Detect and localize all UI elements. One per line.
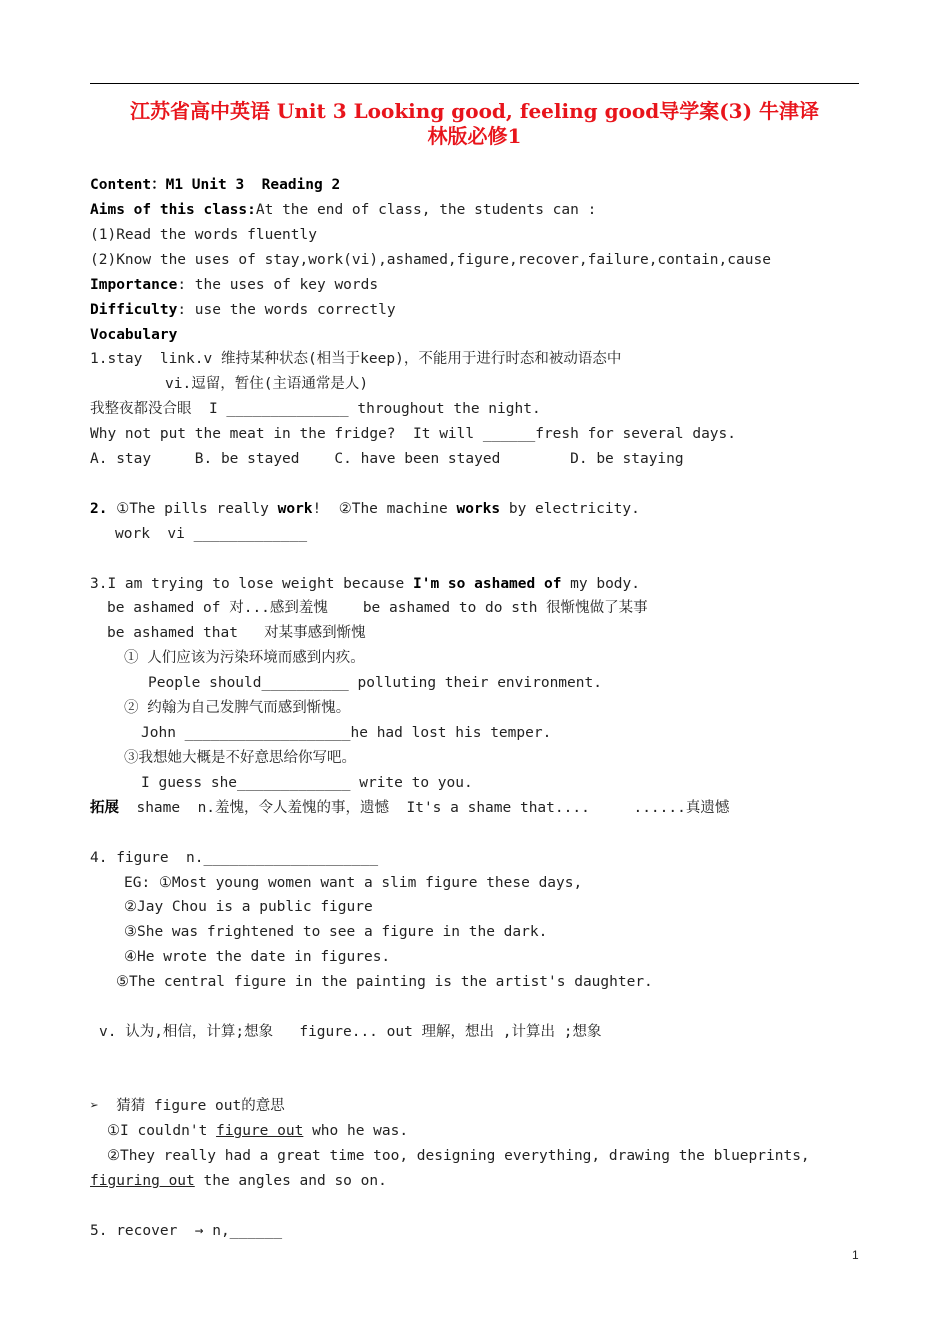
ashamed-exercise-1-cn: ① 人们应该为污染环境而感到内疚。 — [124, 650, 365, 666]
arrow-bullet-icon: ➢ — [90, 1098, 99, 1114]
doc-title-line1: 江苏省高中英语 Unit 3 Looking good, feeling good导学案(3) 牛津译 — [129, 99, 820, 123]
ashamed-exercise-2-en: John ___________________he had lost his temper. — [141, 725, 552, 741]
content-line — [90, 175, 340, 195]
guess-example-2-cont: figuring out the angles and so on. — [90, 1173, 387, 1189]
figure-example-4: ④He wrote the date in figures. — [124, 949, 391, 965]
importance-line — [90, 275, 378, 295]
figure-verb-definition: v. 认为,相信，计算;想象 figure... out 理解，想出 ,计算出 ;想象 — [99, 1024, 602, 1040]
figure-example-5: ⑤The central figure in the painting is the artist's daughter. — [116, 974, 653, 990]
recover-line: 5. recover → n,______ — [90, 1223, 283, 1239]
importance-label: Importance — [90, 277, 178, 293]
figure-noun-blank: 4. figure n.____________________ — [90, 850, 379, 866]
work-blank: work vi _____________ — [115, 526, 308, 542]
figure-example-2: ②Jay Chou is a public figure — [124, 899, 373, 915]
vocabulary-heading: Vocabulary — [90, 327, 178, 343]
guess-example-1: ①I couldn't figure out who he was. — [107, 1123, 409, 1139]
doc-title-line2: 林版必修1 — [427, 124, 522, 148]
figure-example-3: ③She was frightened to see a figure in the dark. — [124, 924, 548, 940]
guess-heading: ➢ 猜猜 figure out的意思 — [90, 1098, 285, 1114]
header-rule — [90, 83, 859, 84]
ashamed-exercise-1-en: People should__________ polluting their environment. — [148, 675, 602, 691]
aims-line — [90, 200, 596, 220]
importance-value: : the uses of key words — [177, 277, 379, 293]
difficulty-value: : use the words correctly — [177, 302, 396, 318]
ashamed-usage-1: be ashamed of 对...感到羞愧 be ashamed to do sth 很惭愧做了某事 — [107, 600, 648, 616]
difficulty-line — [90, 300, 396, 320]
stay-definition: 1.stay link.v 维持某种状态(相当于keep)，不能用于进行时态和被动语态中 — [90, 351, 622, 367]
extension-line: 拓展 shame n.羞愧，令人羞愧的事，遗憾 It's a shame that.... ......真遗憾 — [90, 800, 730, 816]
item-number: 2. — [90, 501, 108, 517]
extension-label: 拓展 — [90, 800, 119, 816]
aim-1: (1)Read the words fluently — [90, 227, 317, 243]
page-number: 1 — [852, 1248, 859, 1262]
figure-example-1: EG: ①Most young women want a slim figure these days, — [124, 875, 583, 891]
stay-vi-definition: vi.逗留，暂住(主语通常是人) — [165, 376, 369, 392]
stay-options: A. stay B. be stayed C. have been stayed D. be staying — [90, 451, 684, 467]
ashamed-example: 3.I am trying to lose weight because I'm so ashamed of my body. — [90, 576, 640, 592]
stay-exercise-1: 我整夜都没合眼 I ______________ throughout the night. — [90, 401, 541, 417]
stay-exercise-2: Why not put the meat in the fridge? It will ______fresh for several days. — [90, 426, 737, 442]
guess-example-2: ②They really had a great time too, designing everything, drawing the blueprints, — [107, 1148, 810, 1164]
content-label: Content： — [90, 177, 166, 193]
ashamed-exercise-3-en: I guess she_____________ write to you. — [141, 775, 473, 791]
aims-value: At the end of class, the students can : — [255, 202, 597, 218]
work-examples: 2. ①The pills really work! ②The machine works by electricity. — [90, 501, 640, 517]
aims-label: Aims of this class: — [90, 202, 256, 218]
difficulty-label: Difficulty — [90, 302, 178, 318]
ashamed-exercise-2-cn: ② 约翰为自己发脾气而感到惭愧。 — [124, 700, 351, 716]
ashamed-exercise-3-cn: ③我想她大概是不好意思给你写吧。 — [124, 750, 356, 766]
aim-2: (2)Know the uses of stay,work(vi),ashamed,figure,recover,failure,contain,cause — [90, 252, 771, 268]
content-value: M1 Unit 3 Reading 2 — [165, 177, 341, 193]
ashamed-usage-2: be ashamed that 对某事感到惭愧 — [107, 625, 366, 641]
